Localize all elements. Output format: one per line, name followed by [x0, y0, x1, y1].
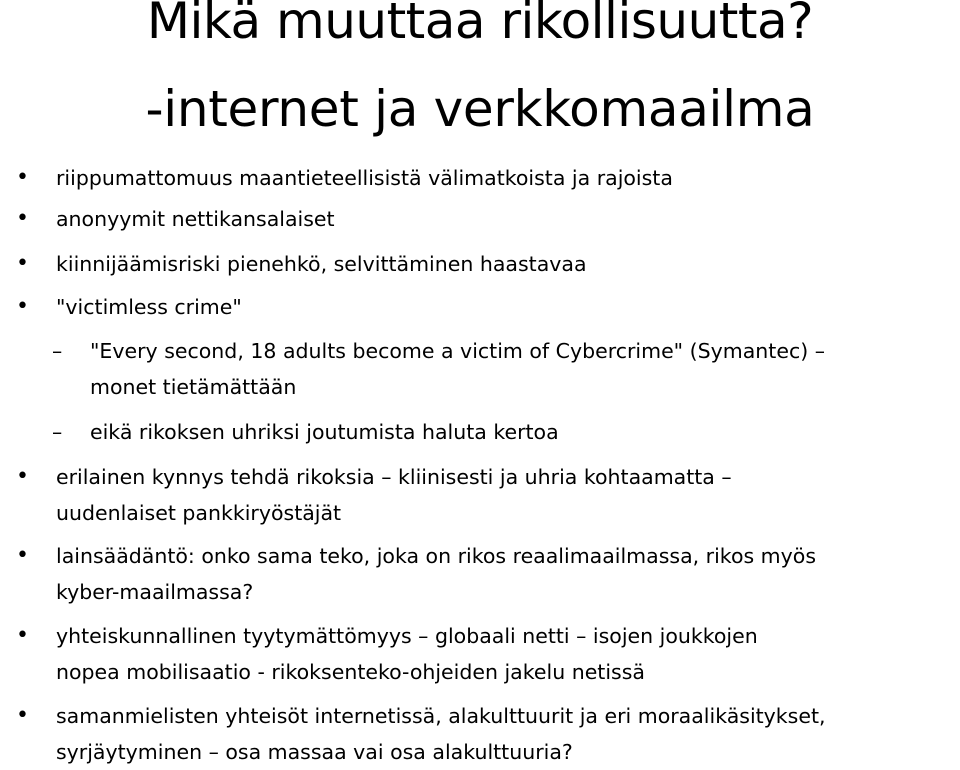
bullet-icon: •	[16, 703, 29, 728]
list-item-line: anonyymit nettikansalaiset	[56, 207, 335, 231]
list-item-line: syrjäytyminen – osa massaa vai osa alakulttuuria?	[56, 740, 573, 764]
list-item-text	[56, 545, 816, 603]
dash-icon: –	[52, 420, 63, 444]
slide-title: Mikä muuttaa rikollisuutta?	[146, 0, 814, 50]
bullet-icon: •	[16, 294, 29, 319]
list-item-text	[56, 625, 758, 683]
sub-list-item-text	[90, 340, 825, 398]
sub-list-item-text	[90, 421, 559, 443]
list-item-line: riippumattomuus maantieteellisistä välimatkoista ja rajoista	[56, 166, 673, 190]
list-item-line: monet tietämättään	[90, 375, 297, 399]
list-item-line: yhteiskunnallinen tyytymättömyys – globaali netti – isojen joukkojen	[56, 624, 758, 648]
list-item-line: erilainen kynnys tehdä rikoksia – kliinisesti ja uhria kohtaamatta –	[56, 465, 732, 489]
list-item-text	[56, 296, 242, 318]
list-item-text	[56, 167, 673, 189]
list-item-line: eikä rikoksen uhriksi joutumista haluta kertoa	[90, 420, 559, 444]
list-item-text	[56, 208, 335, 230]
bullet-icon: •	[16, 543, 29, 568]
list-item-text	[56, 466, 732, 524]
bullet-icon: •	[16, 165, 29, 190]
list-item-text	[56, 705, 826, 763]
list-item-line: uudenlaiset pankkiryöstäjät	[56, 501, 342, 525]
bullet-icon: •	[16, 623, 29, 648]
bullet-icon: •	[16, 464, 29, 489]
list-item-line: kiinnijäämisriski pienehkö, selvittäminen haastavaa	[56, 252, 587, 276]
bullet-icon: •	[16, 251, 29, 276]
list-item-line: lainsäädäntö: onko sama teko, joka on rikos reaalimaailmassa, rikos myös	[56, 544, 817, 568]
slide-subtitle: -internet ja verkkomaailma	[145, 80, 815, 138]
list-item-text	[56, 253, 587, 275]
list-item-line: "victimless crime"	[56, 295, 242, 319]
bullet-icon: •	[16, 206, 29, 231]
list-item-line: samanmielisten yhteisöt internetissä, alakulttuurit ja eri moraalikäsitykset,	[56, 704, 826, 728]
list-item-line: kyber-maailmassa?	[56, 580, 254, 604]
dash-icon: –	[52, 339, 63, 363]
list-item-line: "Every second, 18 adults become a victim of Cybercrime" (Symantec) –	[90, 339, 825, 363]
list-item-line: nopea mobilisaatio - rikoksenteko-ohjeiden jakelu netissä	[56, 660, 645, 684]
